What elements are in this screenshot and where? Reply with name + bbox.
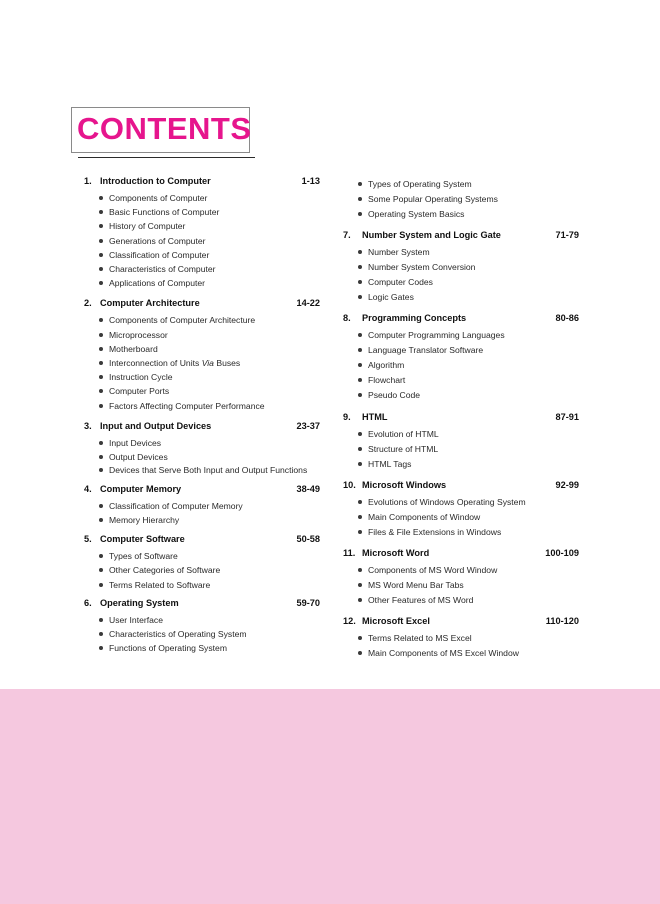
- toc-subtopic-text: Types of Operating System: [368, 179, 472, 189]
- page-title: CONTENTS: [77, 111, 252, 146]
- toc-chapter-heading: [343, 480, 579, 495]
- toc-subtopic-text: Functions of Operating System: [109, 643, 227, 654]
- chapter-title: Computer Architecture: [100, 298, 200, 309]
- toc-chapter-heading: [84, 421, 320, 436]
- toc-subtopic: [84, 342, 320, 356]
- bullet-icon: [358, 530, 362, 534]
- toc-subtopic: [84, 248, 320, 262]
- toc-subtopic: [84, 464, 320, 478]
- toc-chapter-heading: [343, 616, 579, 631]
- bullet-icon: [99, 347, 103, 351]
- bullet-icon: [99, 632, 103, 636]
- toc-subtopic-text: Language Translator Software: [368, 345, 484, 355]
- toc-subtopic-text: Computer Programming Languages: [368, 330, 505, 340]
- chapter-pages: 92-99: [555, 480, 579, 490]
- chapter-number: 2.: [84, 298, 92, 309]
- bullet-icon: [358, 568, 362, 572]
- bullet-icon: [358, 515, 362, 519]
- chapter-pages: 100-109: [545, 548, 579, 558]
- toc-subtopic: [84, 450, 320, 464]
- toc-subtopic-text: HTML Tags: [368, 459, 412, 469]
- toc-subtopic-text: User Interface: [109, 614, 163, 625]
- toc-subtopic: [84, 370, 320, 384]
- toc-subtopic: [84, 627, 320, 641]
- bullet-icon: [358, 636, 362, 640]
- chapter-number: 11.: [343, 548, 356, 558]
- toc-subtopic: [84, 276, 320, 290]
- bullet-icon: [99, 253, 103, 257]
- toc-subtopic-text: Motherboard: [109, 343, 158, 354]
- toc-subtopic: [343, 388, 579, 403]
- toc-subtopic-text: Number System Conversion: [368, 262, 476, 272]
- chapter-title: Number System and Logic Gate: [362, 230, 501, 240]
- chapter-pages: 38-49: [296, 483, 320, 494]
- chapter-title: Computer Memory: [100, 483, 182, 494]
- toc-subtopic-text: Operating System Basics: [368, 209, 465, 219]
- toc-subtopic: [343, 245, 579, 260]
- bullet-icon: [99, 455, 103, 459]
- toc-subtopic: [343, 373, 579, 388]
- toc-subtopic: [343, 192, 579, 207]
- toc-subtopic-text: Classification of Computer: [109, 249, 210, 260]
- toc-chapter[interactable]: [84, 598, 320, 656]
- bullet-icon: [99, 224, 103, 228]
- toc-subtopic: [343, 427, 579, 442]
- toc-subtopic-text: Computer Codes: [368, 277, 433, 287]
- toc-subtopic-text: Evolutions of Windows Operating System: [368, 497, 526, 507]
- bullet-icon: [99, 468, 103, 472]
- chapter-number: 10.: [343, 480, 356, 490]
- toc-subtopic: [84, 234, 320, 248]
- bullet-icon: [99, 583, 103, 587]
- bullet-icon: [358, 212, 362, 216]
- toc-subtopic-text: Algorithm: [368, 360, 405, 370]
- toc-subtopic-text: Characteristics of Operating System: [109, 628, 247, 639]
- bullet-icon: [99, 389, 103, 393]
- bullet-icon: [99, 618, 103, 622]
- toc-subtopic-text: MS Word Menu Bar Tabs: [368, 580, 464, 590]
- toc-subtopic-text: Generations of Computer: [109, 235, 206, 246]
- toc-left-column: [84, 176, 320, 655]
- toc-chapter[interactable]: [84, 484, 320, 527]
- toc-subtopic: [343, 260, 579, 275]
- toc-subtopic: [84, 313, 320, 327]
- toc-chapter[interactable]: [343, 480, 579, 540]
- chapter-title: Microsoft Word: [362, 548, 430, 558]
- toc-subtopic-text: History of Computer: [109, 221, 186, 232]
- bullet-icon: [99, 267, 103, 271]
- chapter-pages: 71-79: [555, 230, 579, 240]
- toc-subtopic: [343, 358, 579, 373]
- bullet-icon: [358, 265, 362, 269]
- toc-subtopic: [84, 384, 320, 398]
- chapter-title: Input and Output Devices: [100, 420, 212, 431]
- chapter-number: 12.: [343, 616, 356, 626]
- toc-subtopic: [343, 207, 579, 222]
- toc-subtopic-text: Computer Ports: [109, 386, 170, 397]
- bullet-icon: [99, 518, 103, 522]
- toc-chapter[interactable]: [84, 298, 320, 412]
- bullet-icon: [99, 318, 103, 322]
- chapter-number: 8.: [343, 313, 351, 323]
- chapter-pages: 50-58: [296, 534, 320, 545]
- chapter-number: 7.: [343, 230, 351, 240]
- toc-subtopic-text: Files & File Extensions in Windows: [368, 527, 502, 537]
- toc-subtopic: [84, 219, 320, 233]
- toc-subtopic-text: Components of Computer: [109, 193, 208, 203]
- bullet-icon: [358, 295, 362, 299]
- chapter-title: Introduction to Computer: [100, 176, 211, 186]
- toc-subtopic-text: Main Components of MS Excel Window: [368, 648, 519, 658]
- bullet-icon: [358, 598, 362, 602]
- bullet-icon: [358, 280, 362, 284]
- toc-chapter-heading: [84, 176, 320, 191]
- chapter-number: 1.: [84, 176, 92, 186]
- toc-subtopic-text: Classification of Computer Memory: [109, 500, 243, 511]
- bullet-icon: [99, 333, 103, 337]
- toc-subtopic-text: Terms Related to MS Excel: [368, 633, 472, 643]
- toc-chapter-heading: [343, 548, 579, 563]
- chapter-pages: 80-86: [555, 313, 579, 323]
- toc-subtopic: [343, 457, 579, 472]
- toc-subtopic-text: Flowchart: [368, 375, 406, 385]
- bullet-icon: [99, 646, 103, 650]
- bullet-icon: [358, 583, 362, 587]
- toc-chapter-heading: [343, 313, 579, 328]
- decorative-band: [0, 689, 660, 904]
- toc-subtopic: [343, 646, 579, 661]
- toc-subtopic: [84, 328, 320, 342]
- bullet-icon: [99, 281, 103, 285]
- toc-subtopic-text: Pseudo Code: [368, 390, 421, 400]
- toc-chapter[interactable]: [84, 176, 320, 290]
- toc-subtopic: [84, 613, 320, 627]
- toc-subtopic: [343, 177, 579, 192]
- chapter-title: Microsoft Windows: [362, 480, 447, 490]
- toc-subtopic: [343, 290, 579, 305]
- toc-subtopic: [343, 343, 579, 358]
- bullet-icon: [99, 239, 103, 243]
- bullet-icon: [358, 500, 362, 504]
- contents-title-box: [71, 107, 250, 153]
- toc-subtopic-text: Devices that Serve Both Input and Output Functions: [109, 465, 308, 476]
- toc-subtopic: [343, 275, 579, 290]
- toc-subtopic: [343, 495, 579, 510]
- toc-chapter[interactable]: [343, 412, 579, 472]
- toc-subtopic: [84, 578, 320, 592]
- toc-subtopic: [84, 499, 320, 513]
- toc-chapter[interactable]: [343, 230, 579, 305]
- toc-subtopic-text: Structure of HTML: [368, 444, 439, 454]
- toc-right-column: [343, 176, 579, 661]
- toc-subtopic-text: Basic Functions of Computer: [109, 207, 220, 218]
- toc-subtopic-text: Components of MS Word Window: [368, 565, 498, 575]
- toc-subtopic: [84, 262, 320, 276]
- toc-subtopic-text: Interconnection of Units Via Buses: [109, 358, 241, 369]
- toc-subtopic-text: Number System: [368, 247, 430, 257]
- toc-chapter[interactable]: [84, 421, 320, 478]
- toc-subtopic: [84, 641, 320, 655]
- toc-subtopic: [84, 205, 320, 219]
- toc-subtopic-text: Memory Hierarchy: [109, 514, 180, 525]
- toc-chapter[interactable]: [343, 616, 579, 661]
- toc-subtopic-text: Some Popular Operating Systems: [368, 194, 498, 204]
- bullet-icon: [99, 554, 103, 558]
- chapter-pages: 1-13: [301, 176, 320, 186]
- bullet-icon: [99, 404, 103, 408]
- bullet-icon: [358, 393, 362, 397]
- chapter-title: Computer Software: [100, 534, 185, 545]
- chapter-number: 4.: [84, 483, 92, 494]
- toc-chapter-heading: [84, 484, 320, 499]
- toc-subtopic-text: Types of Software: [109, 551, 178, 562]
- chapter-number: 6.: [84, 597, 92, 608]
- toc-subtopic: [84, 191, 320, 205]
- bullet-icon: [358, 462, 362, 466]
- toc-subtopic: [84, 513, 320, 527]
- toc-subtopic: [84, 356, 320, 370]
- bullet-icon: [358, 197, 362, 201]
- bullet-icon: [99, 504, 103, 508]
- chapter-number: 9.: [343, 412, 351, 422]
- toc-subtopic: [343, 525, 579, 540]
- toc-chapter-heading: [84, 534, 320, 549]
- bullet-icon: [358, 363, 362, 367]
- chapter-title: Operating System: [100, 597, 179, 608]
- chapter-pages: 23-37: [296, 420, 320, 431]
- toc-subtopic-text: Main Components of Window: [368, 512, 481, 522]
- toc-subtopic: [84, 549, 320, 563]
- toc-chapter[interactable]: [84, 534, 320, 592]
- toc-subtopic-text: Output Devices: [109, 452, 168, 463]
- bullet-icon: [99, 210, 103, 214]
- toc-subtopic: [343, 631, 579, 646]
- toc-chapter-heading: [84, 298, 320, 313]
- bullet-icon: [358, 432, 362, 436]
- chapter-pages: 110-120: [545, 616, 579, 626]
- toc-chapter-heading: [84, 598, 320, 613]
- toc-subtopic-text: Characteristics of Computer: [109, 264, 216, 275]
- bullet-icon: [99, 568, 103, 572]
- toc-subtopic-text: Logic Gates: [368, 292, 414, 302]
- bullet-icon: [99, 375, 103, 379]
- bullet-icon: [358, 651, 362, 655]
- toc-subtopic: [343, 593, 579, 608]
- toc-subtopic: [343, 442, 579, 457]
- toc-chapter[interactable]: [343, 313, 579, 403]
- chapter-number: 3.: [84, 420, 92, 431]
- toc-continuation: [343, 177, 579, 222]
- toc-chapter-heading: [343, 412, 579, 427]
- bullet-icon: [358, 250, 362, 254]
- chapter-title: Microsoft Excel: [362, 616, 430, 626]
- bullet-icon: [358, 333, 362, 337]
- chapter-number: 5.: [84, 534, 92, 545]
- toc-subtopic-text: Terms Related to Software: [109, 579, 211, 590]
- chapter-pages: 14-22: [296, 298, 320, 309]
- toc-subtopic: [343, 510, 579, 525]
- toc-subtopic-text: Instruction Cycle: [109, 372, 173, 383]
- toc-subtopic: [343, 328, 579, 343]
- toc-subtopic: [343, 578, 579, 593]
- bullet-icon: [358, 348, 362, 352]
- bullet-icon: [99, 441, 103, 445]
- bullet-icon: [358, 182, 362, 186]
- chapter-title: HTML: [362, 412, 388, 422]
- chapter-title: Programming Concepts: [362, 313, 467, 323]
- bullet-icon: [99, 196, 103, 200]
- toc-chapter-heading: [343, 230, 579, 245]
- bullet-icon: [99, 361, 103, 365]
- bullet-icon: [358, 447, 362, 451]
- toc-subtopic-text: Microprocessor: [109, 329, 168, 340]
- toc-subtopic-text: Other Categories of Software: [109, 565, 221, 576]
- toc-subtopic-text: Applications of Computer: [109, 278, 206, 289]
- toc-subtopic-text: Other Features of MS Word: [368, 595, 474, 605]
- bullet-icon: [358, 378, 362, 382]
- toc-subtopic: [343, 563, 579, 578]
- toc-subtopic: [84, 436, 320, 450]
- chapter-pages: 87-91: [555, 412, 579, 422]
- toc-subtopic: [84, 563, 320, 577]
- toc-subtopic-text: Factors Affecting Computer Performance: [109, 400, 265, 411]
- toc-subtopic-text: Components of Computer Architecture: [109, 315, 256, 326]
- toc-chapter[interactable]: [343, 548, 579, 608]
- chapter-pages: 59-70: [296, 597, 320, 608]
- toc-subtopic-text: Input Devices: [109, 437, 162, 448]
- toc-subtopic-text: Evolution of HTML: [368, 429, 439, 439]
- toc-subtopic: [84, 399, 320, 413]
